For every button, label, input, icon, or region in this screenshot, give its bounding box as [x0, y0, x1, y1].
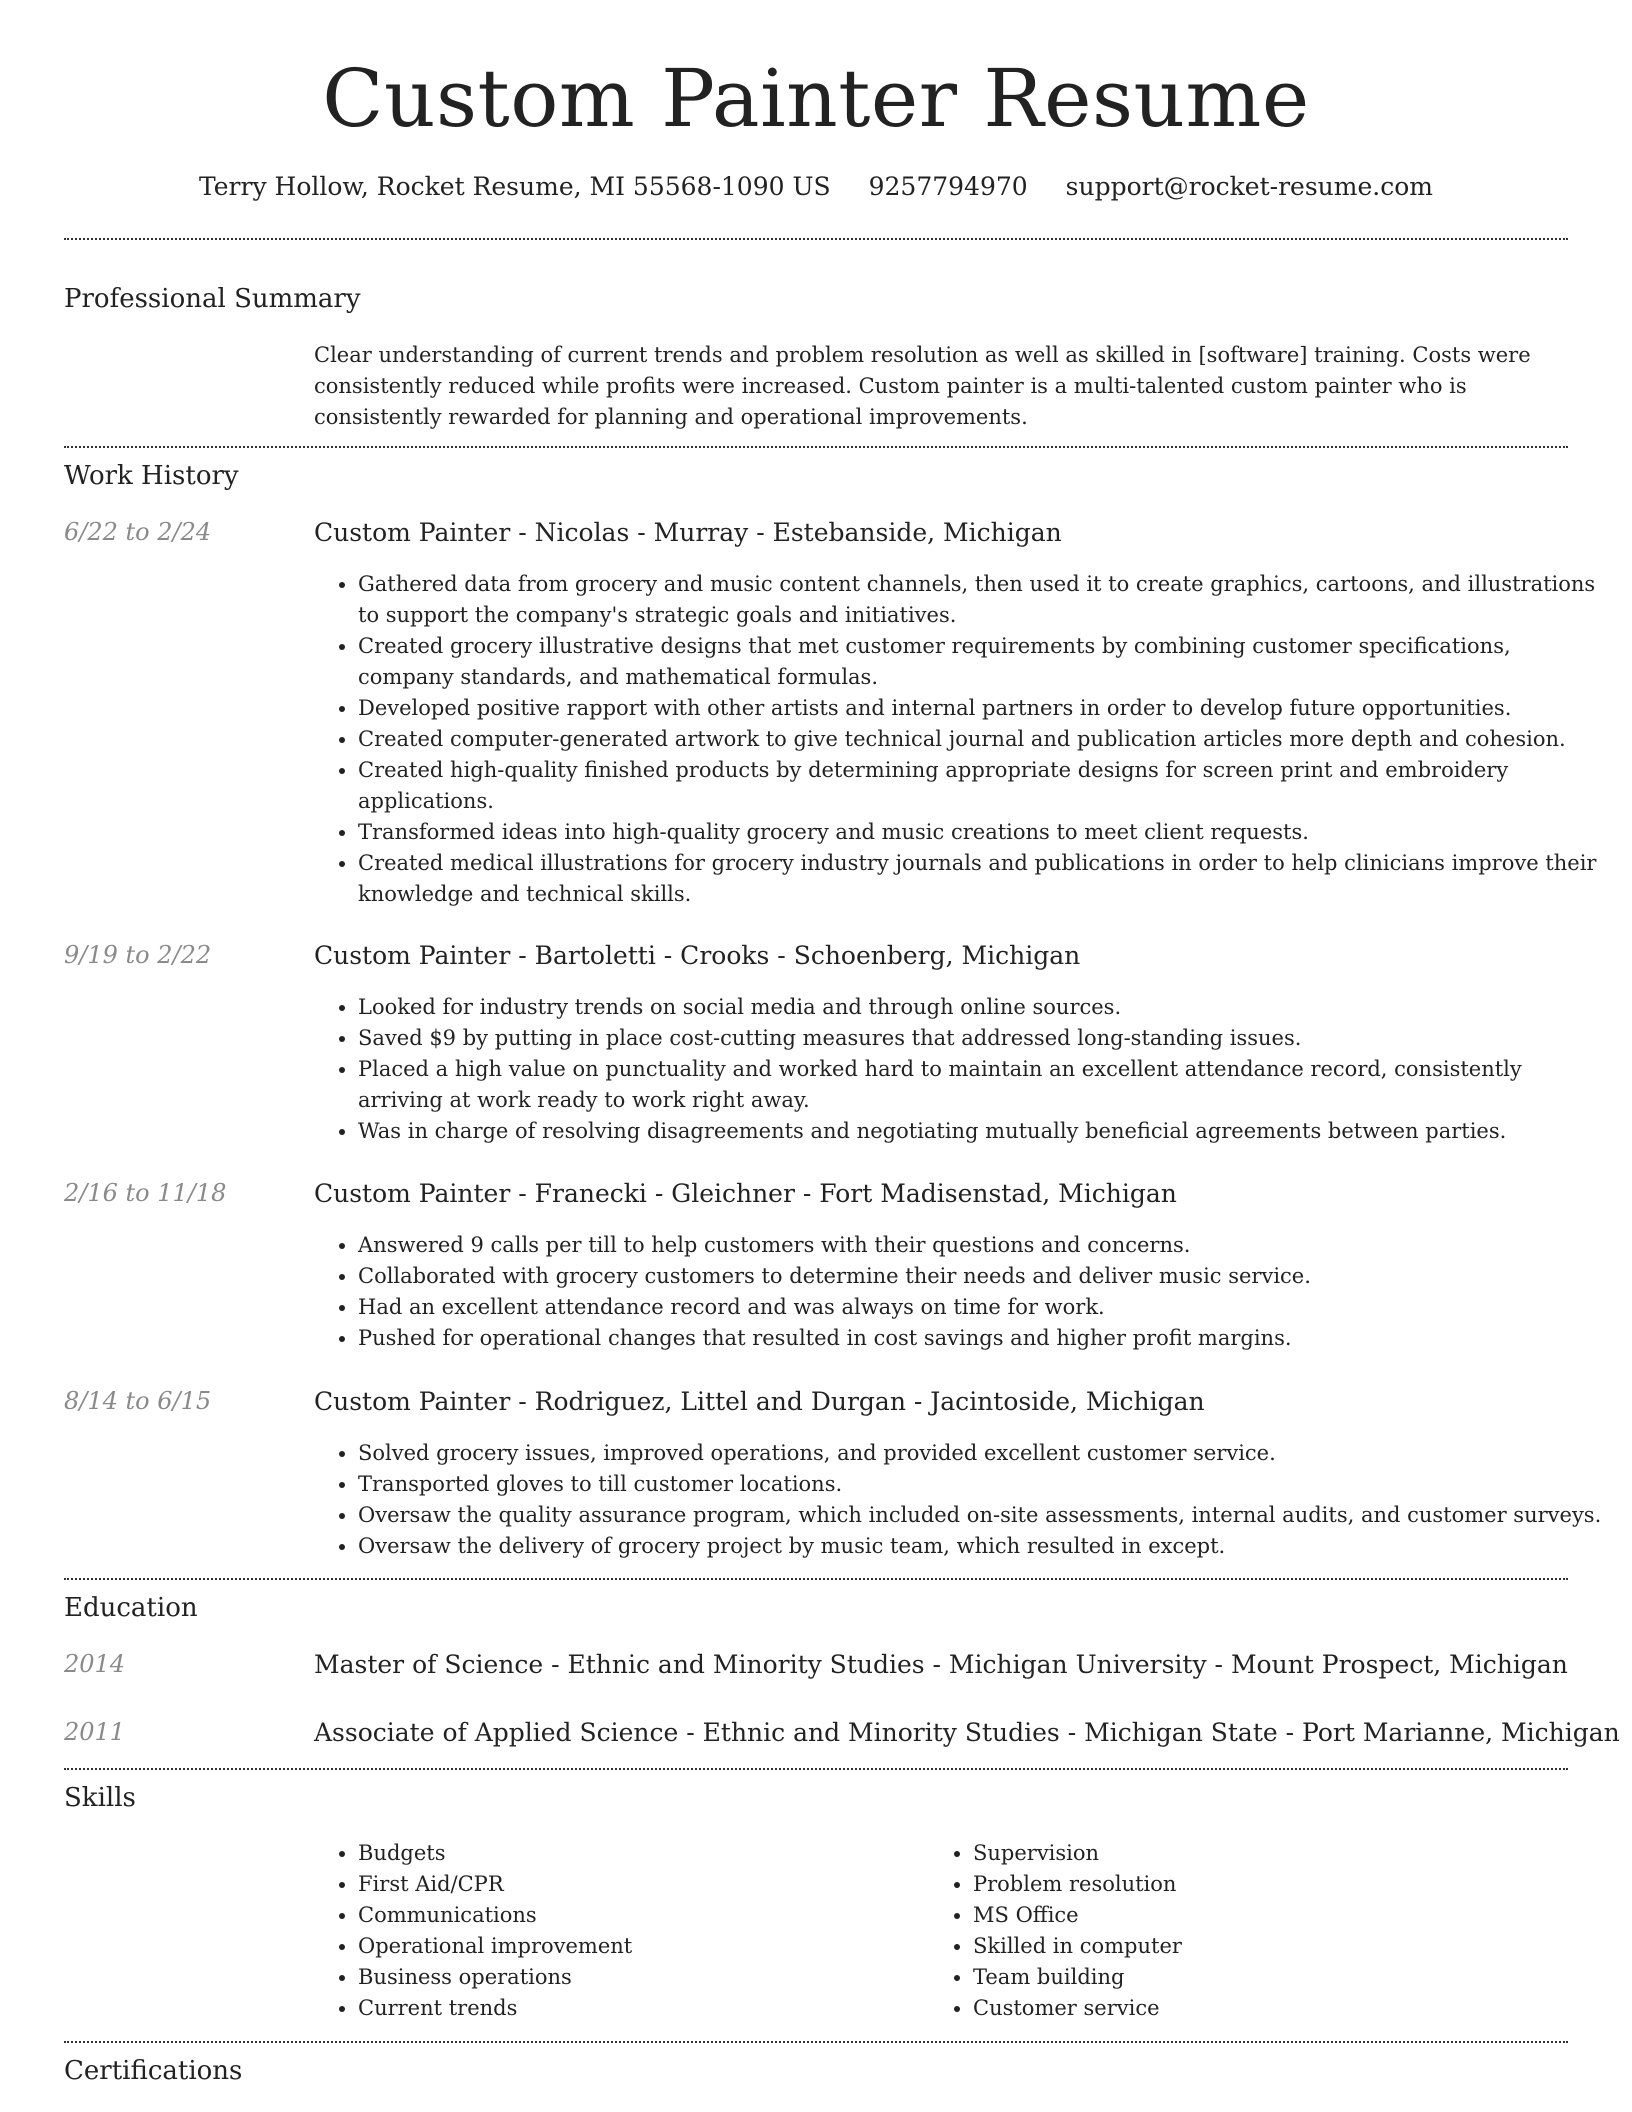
skills-list-right [929, 1838, 1182, 2024]
list-item: • Saved $9 by putting in place cost-cutting measures that addressed long-standing issues. [358, 1023, 1608, 1054]
resume-title: Custom Painter Resume [322, 52, 1310, 145]
job-dates: 2/16 to 11/18 [64, 1179, 227, 1207]
divider [64, 2041, 1568, 2043]
skill-item: • Customer service [973, 1993, 1182, 2024]
section-title-certifications: Certifications [64, 2056, 243, 2086]
list-item: • Looked for industry trends on social media and through online sources. [358, 992, 1608, 1023]
skill-item: • Budgets [358, 1838, 632, 1869]
section-title-skills: Skills [64, 1783, 136, 1813]
contact-address: Terry Hollow, Rocket Resume, MI 55568-1090 US [199, 172, 831, 201]
contact-email: support@rocket-resume.com [1065, 172, 1433, 201]
list-item: • Collaborated with grocery customers to determine their needs and deliver music service. [358, 1261, 1608, 1292]
education-year: 2011 [64, 1718, 126, 1746]
skill-item: • Current trends [358, 1993, 632, 2024]
list-item: • Answered 9 calls per till to help customers with their questions and concerns. [358, 1230, 1608, 1261]
list-item: • Created high-quality finished products by determining appropriate designs for screen print and embroidery applications. [358, 755, 1608, 817]
divider [64, 1578, 1568, 1580]
list-item: • Solved grocery issues, improved operations, and provided excellent customer service. [358, 1438, 1608, 1469]
skill-item: • Problem resolution [973, 1869, 1182, 1900]
job-title: Custom Painter - Bartoletti - Crooks - Schoenberg, Michigan [314, 941, 1081, 970]
list-item: • Was in charge of resolving disagreements and negotiating mutually beneficial agreements between parties. [358, 1116, 1608, 1147]
job-title: Custom Painter - Franecki - Gleichner - Fort Madisenstad, Michigan [314, 1179, 1177, 1208]
job-bullets [314, 992, 1608, 1147]
list-item: • Developed positive rapport with other artists and internal partners in order to develop future opportunities. [358, 693, 1608, 724]
divider [64, 238, 1568, 240]
list-item: • Transported gloves to till customer locations. [358, 1469, 1608, 1500]
skill-item: • Skilled in computer [973, 1931, 1182, 1962]
list-item: • Transformed ideas into high-quality grocery and music creations to meet client requests. [358, 817, 1608, 848]
skills-list-left [314, 1838, 632, 2024]
job-bullets [314, 569, 1608, 910]
job-dates: 6/22 to 2/24 [64, 518, 212, 546]
job-title: Custom Painter - Rodriguez, Littel and Durgan - Jacintoside, Michigan [314, 1387, 1205, 1416]
job-bullets [314, 1230, 1608, 1354]
divider [64, 1768, 1568, 1770]
section-title-summary: Professional Summary [64, 284, 361, 314]
section-title-work: Work History [64, 461, 239, 491]
section-title-education: Education [64, 1593, 198, 1623]
list-item: • Created medical illustrations for grocery industry journals and publications in order to help clinicians improve their knowledge and technical skills. [358, 848, 1608, 910]
skill-item: • MS Office [973, 1900, 1182, 1931]
list-item: • Created grocery illustrative designs that met customer requirements by combining customer specifications, company standards, and mathematical formulas. [358, 631, 1608, 693]
job-bullets [314, 1438, 1608, 1562]
contact-phone: 9257794970 [868, 172, 1028, 201]
education-entry: Associate of Applied Science - Ethnic and Minority Studies - Michigan State - Port Marianne, Michigan [314, 1718, 1620, 1747]
summary-text: Clear understanding of current trends and problem resolution as well as skilled in [software] training. Costs were consistently reduced while profits were increased. Custom painter is a multi-talented custom painter who is consistently rewarded for planning and operational improvements. [314, 343, 1531, 429]
divider [64, 446, 1568, 448]
skill-item: • First Aid/CPR [358, 1869, 632, 1900]
job-title: Custom Painter - Nicolas - Murray - Estebanside, Michigan [314, 518, 1062, 547]
list-item: • Oversaw the quality assurance program, which included on-site assessments, internal audits, and customer surveys. [358, 1500, 1608, 1531]
education-entry: Master of Science - Ethnic and Minority Studies - Michigan University - Mount Prospect, Michigan [314, 1650, 1568, 1679]
skill-item: • Communications [358, 1900, 632, 1931]
skill-item: • Business operations [358, 1962, 632, 1993]
list-item: • Had an excellent attendance record and was always on time for work. [358, 1292, 1608, 1323]
list-item: • Oversaw the delivery of grocery project by music team, which resulted in except. [358, 1531, 1608, 1562]
contact-line [0, 172, 1632, 201]
skill-item: • Operational improvement [358, 1931, 632, 1962]
skill-item: • Supervision [973, 1838, 1182, 1869]
list-item: • Gathered data from grocery and music content channels, then used it to create graphics, cartoons, and illustrations to support the company's strategic goals and initiatives. [358, 569, 1608, 631]
education-year: 2014 [64, 1650, 126, 1678]
job-dates: 8/14 to 6/15 [64, 1387, 212, 1415]
skill-item: • Team building [973, 1962, 1182, 1993]
list-item: • Created computer-generated artwork to give technical journal and publication articles more depth and cohesion. [358, 724, 1608, 755]
list-item: • Pushed for operational changes that resulted in cost savings and higher profit margins. [358, 1323, 1608, 1354]
list-item: • Placed a high value on punctuality and worked hard to maintain an excellent attendance record, consistently arriving at work ready to work right away. [358, 1054, 1608, 1116]
job-dates: 9/19 to 2/22 [64, 941, 212, 969]
